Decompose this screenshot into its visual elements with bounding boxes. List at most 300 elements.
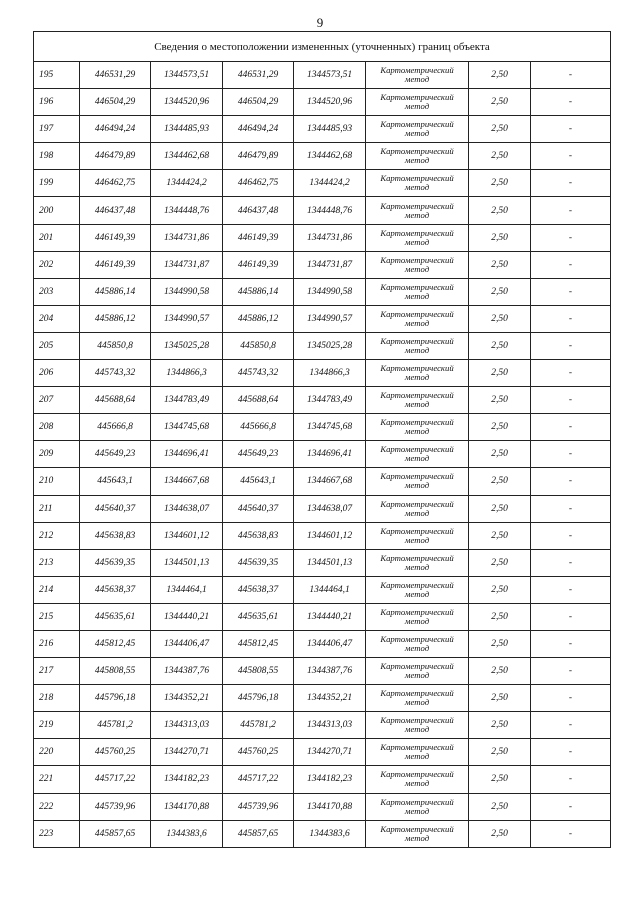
x-old-cell: 446494,24 (80, 116, 151, 143)
table-row (34, 170, 611, 197)
method-label-line2: метод (404, 344, 430, 355)
table-row (34, 224, 611, 251)
point-number-cell: 207 (34, 387, 80, 414)
y-new-cell: 1344990,57 (294, 305, 366, 332)
method-label-line2: метод (404, 372, 430, 383)
x-new-cell: 445857,65 (223, 820, 294, 847)
x-new-cell: 445850,8 (223, 332, 294, 359)
x-old-cell: 445639,35 (80, 549, 151, 576)
table-row (34, 495, 611, 522)
y-old-cell: 1344745,68 (151, 414, 223, 441)
y-old-cell: 1344866,3 (151, 360, 223, 387)
method-label-line1: Картометрический (380, 606, 454, 617)
method-label-line1: Картометрический (380, 254, 454, 265)
y-old-cell: 1344270,71 (151, 739, 223, 766)
accuracy-cell: 2,50 (469, 251, 531, 278)
method-label-line1: Картометрический (380, 796, 454, 807)
point-number-cell: 210 (34, 468, 80, 495)
method-label-line2: метод (404, 290, 430, 301)
method-label-line2: метод (404, 588, 430, 599)
method-cell (366, 685, 469, 712)
y-old-cell: 1344696,41 (151, 441, 223, 468)
y-old-cell: 1344383,6 (151, 820, 223, 847)
method-label-line1: Картометрический (380, 281, 454, 292)
method-cell (366, 332, 469, 359)
point-number-cell: 214 (34, 576, 80, 603)
method-label-line1: Картометрический (380, 308, 454, 319)
x-old-cell: 445635,61 (80, 603, 151, 630)
method-label-line2: метод (404, 643, 430, 654)
note-cell: - (531, 224, 611, 251)
x-new-cell: 445640,37 (223, 495, 294, 522)
y-new-cell: 1344383,6 (294, 820, 366, 847)
y-new-cell: 1344406,47 (294, 630, 366, 657)
table-row (34, 820, 611, 847)
method-label-line2: метод (404, 778, 430, 789)
note-cell: - (531, 278, 611, 305)
note-cell: - (531, 143, 611, 170)
x-old-cell: 445638,37 (80, 576, 151, 603)
method-label-line2: метод (404, 155, 430, 166)
x-new-cell: 446149,39 (223, 251, 294, 278)
x-old-cell: 445808,55 (80, 658, 151, 685)
table-row (34, 658, 611, 685)
x-old-cell: 445649,23 (80, 441, 151, 468)
method-label-line1: Картометрический (380, 417, 454, 428)
accuracy-cell: 2,50 (469, 630, 531, 657)
method-label-line1: Картометрический (380, 65, 454, 76)
x-new-cell: 446531,29 (223, 62, 294, 89)
accuracy-cell: 2,50 (469, 305, 531, 332)
x-old-cell: 445638,83 (80, 522, 151, 549)
y-new-cell: 1344313,03 (294, 712, 366, 739)
note-cell: - (531, 170, 611, 197)
y-old-cell: 1344182,23 (151, 766, 223, 793)
method-cell (366, 549, 469, 576)
method-cell (366, 793, 469, 820)
x-new-cell: 445886,14 (223, 278, 294, 305)
table-row (34, 197, 611, 224)
y-new-cell: 1345025,28 (294, 332, 366, 359)
point-number-cell: 199 (34, 170, 80, 197)
method-label-line1: Картометрический (380, 200, 454, 211)
y-old-cell: 1344406,47 (151, 630, 223, 657)
table-row (34, 603, 611, 630)
method-label-line1: Картометрический (380, 146, 454, 157)
y-old-cell: 1344731,86 (151, 224, 223, 251)
method-cell (366, 712, 469, 739)
method-label-line1: Картометрический (380, 119, 454, 130)
point-number-cell: 217 (34, 658, 80, 685)
x-old-cell: 445743,32 (80, 360, 151, 387)
method-cell (366, 197, 469, 224)
note-cell: - (531, 495, 611, 522)
note-cell: - (531, 766, 611, 793)
x-old-cell: 445812,45 (80, 630, 151, 657)
note-cell: - (531, 62, 611, 89)
method-label-line1: Картометрический (380, 715, 454, 726)
note-cell: - (531, 658, 611, 685)
x-old-cell: 445643,1 (80, 468, 151, 495)
x-old-cell: 445886,12 (80, 305, 151, 332)
y-old-cell: 1344424,2 (151, 170, 223, 197)
y-old-cell: 1344501,13 (151, 549, 223, 576)
x-new-cell: 445739,96 (223, 793, 294, 820)
x-new-cell: 445812,45 (223, 630, 294, 657)
method-label-line1: Картометрический (380, 823, 454, 834)
boundary-coordinates-table (33, 31, 611, 848)
x-new-cell: 445760,25 (223, 739, 294, 766)
table-row (34, 305, 611, 332)
x-new-cell: 445743,32 (223, 360, 294, 387)
point-number-cell: 197 (34, 116, 80, 143)
accuracy-cell: 2,50 (469, 820, 531, 847)
x-new-cell: 446494,24 (223, 116, 294, 143)
method-label-line2: метод (404, 209, 430, 220)
method-label-line1: Картометрический (380, 579, 454, 590)
x-new-cell: 445808,55 (223, 658, 294, 685)
table-row (34, 685, 611, 712)
point-number-cell: 213 (34, 549, 80, 576)
y-old-cell: 1344573,51 (151, 62, 223, 89)
y-new-cell: 1344485,93 (294, 116, 366, 143)
x-new-cell: 445781,2 (223, 712, 294, 739)
y-old-cell: 1344485,93 (151, 116, 223, 143)
table-row (34, 116, 611, 143)
method-cell (366, 414, 469, 441)
y-new-cell: 1344352,21 (294, 685, 366, 712)
note-cell: - (531, 414, 611, 441)
table-row (34, 549, 611, 576)
x-new-cell: 445886,12 (223, 305, 294, 332)
y-old-cell: 1344352,21 (151, 685, 223, 712)
x-new-cell: 445643,1 (223, 468, 294, 495)
method-cell (366, 603, 469, 630)
method-label-line2: метод (404, 74, 430, 85)
accuracy-cell: 2,50 (469, 793, 531, 820)
x-old-cell: 445850,8 (80, 332, 151, 359)
note-cell: - (531, 820, 611, 847)
x-old-cell: 445857,65 (80, 820, 151, 847)
accuracy-cell: 2,50 (469, 89, 531, 116)
point-number-cell: 218 (34, 685, 80, 712)
method-label-line1: Картометрический (380, 92, 454, 103)
y-old-cell: 1344731,87 (151, 251, 223, 278)
point-number-cell: 211 (34, 495, 80, 522)
method-label-line1: Картометрический (380, 769, 454, 780)
table-row (34, 332, 611, 359)
table-row (34, 143, 611, 170)
accuracy-cell: 2,50 (469, 441, 531, 468)
method-label-line2: метод (404, 426, 430, 437)
method-cell (366, 387, 469, 414)
y-new-cell: 1344424,2 (294, 170, 366, 197)
method-cell (366, 143, 469, 170)
y-new-cell: 1344990,58 (294, 278, 366, 305)
accuracy-cell: 2,50 (469, 685, 531, 712)
point-number-cell: 219 (34, 712, 80, 739)
y-old-cell: 1344601,12 (151, 522, 223, 549)
note-cell: - (531, 739, 611, 766)
accuracy-cell: 2,50 (469, 549, 531, 576)
y-old-cell: 1344520,96 (151, 89, 223, 116)
x-new-cell: 446149,39 (223, 224, 294, 251)
y-new-cell: 1344601,12 (294, 522, 366, 549)
point-number-cell: 195 (34, 62, 80, 89)
y-new-cell: 1344573,51 (294, 62, 366, 89)
x-old-cell: 446504,29 (80, 89, 151, 116)
x-new-cell: 445796,18 (223, 685, 294, 712)
note-cell: - (531, 468, 611, 495)
table-row (34, 251, 611, 278)
y-new-cell: 1344866,3 (294, 360, 366, 387)
x-new-cell: 445638,83 (223, 522, 294, 549)
accuracy-cell: 2,50 (469, 62, 531, 89)
table-row (34, 387, 611, 414)
y-old-cell: 1344990,57 (151, 305, 223, 332)
accuracy-cell: 2,50 (469, 332, 531, 359)
x-new-cell: 446504,29 (223, 89, 294, 116)
method-label-line1: Картометрический (380, 661, 454, 672)
point-number-cell: 202 (34, 251, 80, 278)
method-cell (366, 630, 469, 657)
method-label-line1: Картометрический (380, 335, 454, 346)
accuracy-cell: 2,50 (469, 143, 531, 170)
table-title: Сведения о местоположении измененных (уточненных) границ объекта (34, 32, 611, 62)
x-new-cell: 446462,75 (223, 170, 294, 197)
y-new-cell: 1344462,68 (294, 143, 366, 170)
y-new-cell: 1344638,07 (294, 495, 366, 522)
method-label-line2: метод (404, 724, 430, 735)
x-old-cell: 445886,14 (80, 278, 151, 305)
accuracy-cell: 2,50 (469, 522, 531, 549)
x-new-cell: 445639,35 (223, 549, 294, 576)
method-label-line1: Картометрический (380, 173, 454, 184)
y-old-cell: 1344387,76 (151, 658, 223, 685)
table-row (34, 278, 611, 305)
method-cell (366, 360, 469, 387)
table-row (34, 441, 611, 468)
method-cell (366, 658, 469, 685)
note-cell: - (531, 793, 611, 820)
method-label-line2: метод (404, 751, 430, 762)
method-label-line2: метод (404, 805, 430, 816)
note-cell: - (531, 685, 611, 712)
method-label-line2: метод (404, 128, 430, 139)
y-old-cell: 1344783,49 (151, 387, 223, 414)
y-new-cell: 1344501,13 (294, 549, 366, 576)
note-cell: - (531, 197, 611, 224)
method-cell (366, 116, 469, 143)
accuracy-cell: 2,50 (469, 387, 531, 414)
method-cell (366, 576, 469, 603)
method-label-line2: метод (404, 317, 430, 328)
y-new-cell: 1344440,21 (294, 603, 366, 630)
method-label-line2: метод (404, 182, 430, 193)
accuracy-cell: 2,50 (469, 116, 531, 143)
y-new-cell: 1344520,96 (294, 89, 366, 116)
method-label-line2: метод (404, 507, 430, 518)
accuracy-cell: 2,50 (469, 468, 531, 495)
method-cell (366, 62, 469, 89)
accuracy-cell: 2,50 (469, 603, 531, 630)
y-old-cell: 1344170,88 (151, 793, 223, 820)
y-new-cell: 1344745,68 (294, 414, 366, 441)
y-old-cell: 1344638,07 (151, 495, 223, 522)
method-label-line2: метод (404, 236, 430, 247)
method-cell (366, 89, 469, 116)
table-row (34, 793, 611, 820)
table-row (34, 766, 611, 793)
x-new-cell: 445635,61 (223, 603, 294, 630)
table-row (34, 576, 611, 603)
note-cell: - (531, 360, 611, 387)
method-label-line1: Картометрический (380, 498, 454, 509)
point-number-cell: 204 (34, 305, 80, 332)
x-old-cell: 445796,18 (80, 685, 151, 712)
x-old-cell: 445640,37 (80, 495, 151, 522)
y-new-cell: 1344448,76 (294, 197, 366, 224)
method-label-line2: метод (404, 561, 430, 572)
point-number-cell: 206 (34, 360, 80, 387)
accuracy-cell: 2,50 (469, 278, 531, 305)
point-number-cell: 209 (34, 441, 80, 468)
note-cell: - (531, 305, 611, 332)
note-cell: - (531, 332, 611, 359)
x-old-cell: 446149,39 (80, 251, 151, 278)
table-row (34, 522, 611, 549)
point-number-cell: 208 (34, 414, 80, 441)
x-new-cell: 445666,8 (223, 414, 294, 441)
table-row (34, 414, 611, 441)
x-old-cell: 445739,96 (80, 793, 151, 820)
x-new-cell: 445649,23 (223, 441, 294, 468)
y-old-cell: 1345025,28 (151, 332, 223, 359)
point-number-cell: 205 (34, 332, 80, 359)
method-cell (366, 224, 469, 251)
accuracy-cell: 2,50 (469, 224, 531, 251)
note-cell: - (531, 549, 611, 576)
point-number-cell: 203 (34, 278, 80, 305)
method-cell (366, 820, 469, 847)
y-new-cell: 1344667,68 (294, 468, 366, 495)
point-number-cell: 220 (34, 739, 80, 766)
y-old-cell: 1344462,68 (151, 143, 223, 170)
y-old-cell: 1344313,03 (151, 712, 223, 739)
method-label-line1: Картометрический (380, 634, 454, 645)
y-new-cell: 1344387,76 (294, 658, 366, 685)
x-old-cell: 445688,64 (80, 387, 151, 414)
x-new-cell: 445717,22 (223, 766, 294, 793)
y-old-cell: 1344990,58 (151, 278, 223, 305)
table-row (34, 468, 611, 495)
method-cell (366, 251, 469, 278)
x-old-cell: 445760,25 (80, 739, 151, 766)
accuracy-cell: 2,50 (469, 739, 531, 766)
accuracy-cell: 2,50 (469, 170, 531, 197)
point-number-cell: 196 (34, 89, 80, 116)
y-new-cell: 1344731,87 (294, 251, 366, 278)
y-old-cell: 1344667,68 (151, 468, 223, 495)
method-label-line1: Картометрический (380, 444, 454, 455)
accuracy-cell: 2,50 (469, 495, 531, 522)
y-new-cell: 1344182,23 (294, 766, 366, 793)
x-old-cell: 446437,48 (80, 197, 151, 224)
point-number-cell: 216 (34, 630, 80, 657)
note-cell: - (531, 576, 611, 603)
method-label-line2: метод (404, 480, 430, 491)
note-cell: - (531, 441, 611, 468)
x-old-cell: 445666,8 (80, 414, 151, 441)
accuracy-cell: 2,50 (469, 360, 531, 387)
method-cell (366, 495, 469, 522)
method-label-line1: Картометрический (380, 742, 454, 753)
x-old-cell: 445717,22 (80, 766, 151, 793)
method-label-line1: Картометрический (380, 525, 454, 536)
note-cell: - (531, 116, 611, 143)
x-old-cell: 446462,75 (80, 170, 151, 197)
x-new-cell: 445638,37 (223, 576, 294, 603)
method-cell (366, 305, 469, 332)
y-old-cell: 1344464,1 (151, 576, 223, 603)
method-label-line1: Картометрический (380, 227, 454, 238)
note-cell: - (531, 630, 611, 657)
method-label-line2: метод (404, 615, 430, 626)
x-new-cell: 445688,64 (223, 387, 294, 414)
table-body (34, 62, 611, 848)
accuracy-cell: 2,50 (469, 414, 531, 441)
note-cell: - (531, 712, 611, 739)
y-old-cell: 1344440,21 (151, 603, 223, 630)
method-label-line2: метод (404, 670, 430, 681)
method-cell (366, 441, 469, 468)
accuracy-cell: 2,50 (469, 766, 531, 793)
method-label-line1: Картометрический (380, 688, 454, 699)
method-label-line1: Картометрический (380, 363, 454, 374)
method-label-line2: метод (404, 697, 430, 708)
point-number-cell: 201 (34, 224, 80, 251)
accuracy-cell: 2,50 (469, 576, 531, 603)
y-new-cell: 1344783,49 (294, 387, 366, 414)
note-cell: - (531, 387, 611, 414)
table-row (34, 630, 611, 657)
table-row (34, 62, 611, 89)
table-row (34, 739, 611, 766)
note-cell: - (531, 89, 611, 116)
table-row (34, 89, 611, 116)
x-new-cell: 446479,89 (223, 143, 294, 170)
y-new-cell: 1344731,86 (294, 224, 366, 251)
method-label-line1: Картометрический (380, 390, 454, 401)
y-new-cell: 1344170,88 (294, 793, 366, 820)
table-row (34, 712, 611, 739)
method-label-line1: Картометрический (380, 471, 454, 482)
method-label-line2: метод (404, 534, 430, 545)
point-number-cell: 222 (34, 793, 80, 820)
x-old-cell: 446531,29 (80, 62, 151, 89)
point-number-cell: 215 (34, 603, 80, 630)
method-cell (366, 766, 469, 793)
page-number: 9 (316, 15, 324, 30)
method-cell (366, 522, 469, 549)
note-cell: - (531, 522, 611, 549)
method-cell (366, 468, 469, 495)
method-label-line2: метод (404, 263, 430, 274)
point-number-cell: 223 (34, 820, 80, 847)
y-new-cell: 1344270,71 (294, 739, 366, 766)
x-old-cell: 445781,2 (80, 712, 151, 739)
y-new-cell: 1344464,1 (294, 576, 366, 603)
